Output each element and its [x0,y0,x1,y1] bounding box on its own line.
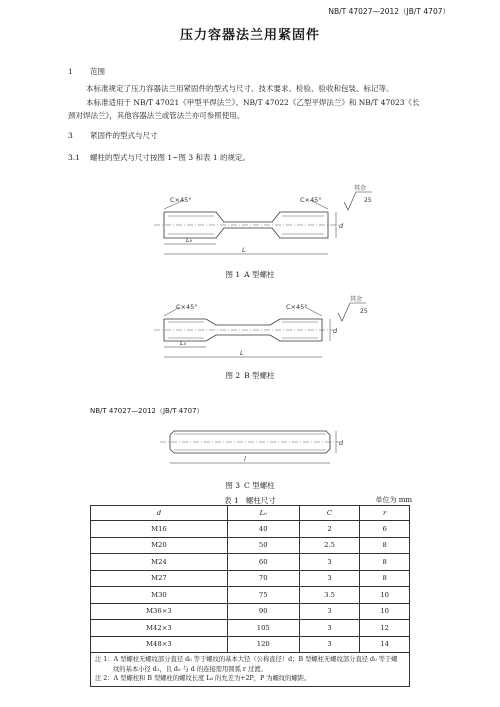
table-cell: 14 [360,636,410,653]
note-2: 注 2：A 型螺柱和 B 型螺柱的螺纹长度 L₀ 的允差为+2P，P 为螺纹的螺距。 [95,675,311,682]
section-number: 3 [68,131,73,140]
section-3-heading [68,130,158,141]
scope-paragraph-2-line-2: 颈对焊法兰》，其他容器法兰或管法兰亦可参照使用。 [68,111,245,120]
table-cell: M27 [91,570,228,587]
table-cell: M42×3 [91,620,228,637]
chamfer-label: C×45° [176,303,198,311]
chamfer-label: C×45° [170,196,192,204]
table-row [91,570,410,587]
column-header: r [360,506,410,521]
column-header: d [91,506,228,521]
table-row [91,636,410,653]
dimension-label-l: l [244,455,246,463]
table-row [91,537,410,554]
table-header-row [91,506,410,521]
figure-3-c-type-stud-drawing [160,425,360,475]
figure-1-a-type-stud-drawing [150,172,380,262]
table-unit: 单位为 mm [375,496,412,504]
dimension-label-d: d [333,327,338,335]
figure-number: 图 1 [225,270,241,279]
standard-number-header: NB/T 47027—2012（JB/T 4707） [328,7,450,16]
chamfer-label: C×45° [286,303,308,311]
dimension-label-d: d [339,439,344,447]
table-cell: 90 [227,603,299,620]
section-1-heading [68,66,105,77]
table-cell: 3 [299,603,360,620]
table-cell: M36×3 [91,603,228,620]
table-cell: 3 [299,570,360,587]
table-title: 螺柱尺寸 [245,496,276,505]
table-row [91,587,410,604]
table-cell: 10 [360,603,410,620]
roughness-label: 其余 [350,296,363,303]
figure-title: C 型螺柱 [244,481,275,490]
table-row [91,620,410,637]
figure-number: 图 3 [225,481,241,490]
table-cell: M20 [91,537,228,554]
table-number: 表 1 [224,496,239,505]
table-row [91,554,410,571]
table-cell: 12 [360,620,410,637]
roughness-value: 25 [364,197,372,204]
table-cell: 3 [299,636,360,653]
table-cell: M48×3 [91,636,228,653]
figure-number: 图 2 [225,371,241,380]
table-row [91,521,410,538]
dimension-label-l0: L₀ [180,339,187,347]
figure-2-caption [0,370,500,381]
table-cell: 40 [227,521,299,538]
dimension-label-l: L [240,349,244,357]
table-cell: 2.5 [299,537,360,554]
scope-paragraph-2-line-1: 本标准适用于 NB/T 47021《甲型平焊法兰》、NB/T 47022《乙型平焊法兰》和 NB/T 47023《长 [86,98,420,107]
note-1-line-1: 注 1：A 型螺柱无螺纹部分直径 d₀ 等于螺纹的基本大径（公称直径）d；B 型螺柱无螺纹部分直径 d₀ 等于螺 [95,656,398,663]
leader-line [305,307,322,316]
dimension-label-l0: L₀ [186,236,193,244]
table-cell: 70 [227,570,299,587]
scope-paragraph-1: 本标准规定了压力容器法兰用紧固件的型式与尺寸、技术要求、检验、验收和包装、标记等。 [86,84,394,93]
table-cell: 3 [299,620,360,637]
table-cell: M30 [91,587,228,604]
table-cell: 3 [299,554,360,571]
section-title: 范围 [90,67,105,76]
figure-title: A 型螺柱 [244,270,275,279]
stud-dimension-table [90,505,410,687]
roughness-value: 25 [360,308,368,315]
table-cell: 75 [227,587,299,604]
dimension-label-l: L [242,246,246,254]
dimension-label-d: d [339,222,344,230]
figure-2-b-type-stud-drawing [150,295,380,365]
section-title: 紧固件的型式与尺寸 [90,131,158,140]
clause-text: 螺柱的型式与尺寸按图 1~图 3 和表 1 的规定。 [90,153,251,162]
roughness-label: 其余 [354,185,367,192]
table-cell: 60 [227,554,299,571]
table-cell: 8 [360,554,410,571]
table-cell: 3.5 [299,587,360,604]
table-row [91,603,410,620]
figure-1-caption [0,269,500,280]
column-header: C [299,506,360,521]
table-cell: M16 [91,521,228,538]
chamfer-label: C×45° [300,196,322,204]
table-cell: M24 [91,554,228,571]
clause-3-1 [68,152,250,163]
table-notes-row [91,653,410,687]
note-1-line-2: 纹的基本小径 d₁，且 d₀ 与 d 的连接需用圆弧 r 过渡。 [113,665,267,673]
table-cell: 10 [360,587,410,604]
table-cell: 2 [299,521,360,538]
figure-3-caption [0,480,500,491]
table-cell: 50 [227,537,299,554]
document-title: 压力容器法兰用紧固件 [179,28,320,43]
column-header: L₀ [227,506,299,521]
table-cell: 8 [360,537,410,554]
table-cell: 8 [360,570,410,587]
table-notes [91,653,410,687]
figure-title: B 型螺柱 [244,371,275,380]
table-cell: 6 [360,521,410,538]
clause-number: 3.1 [68,153,80,162]
standard-number-reference: NB/T 47027—2012（JB/T 4707） [90,407,204,415]
section-number: 1 [68,67,73,76]
table-cell: 105 [227,620,299,637]
table-cell: 120 [227,636,299,653]
